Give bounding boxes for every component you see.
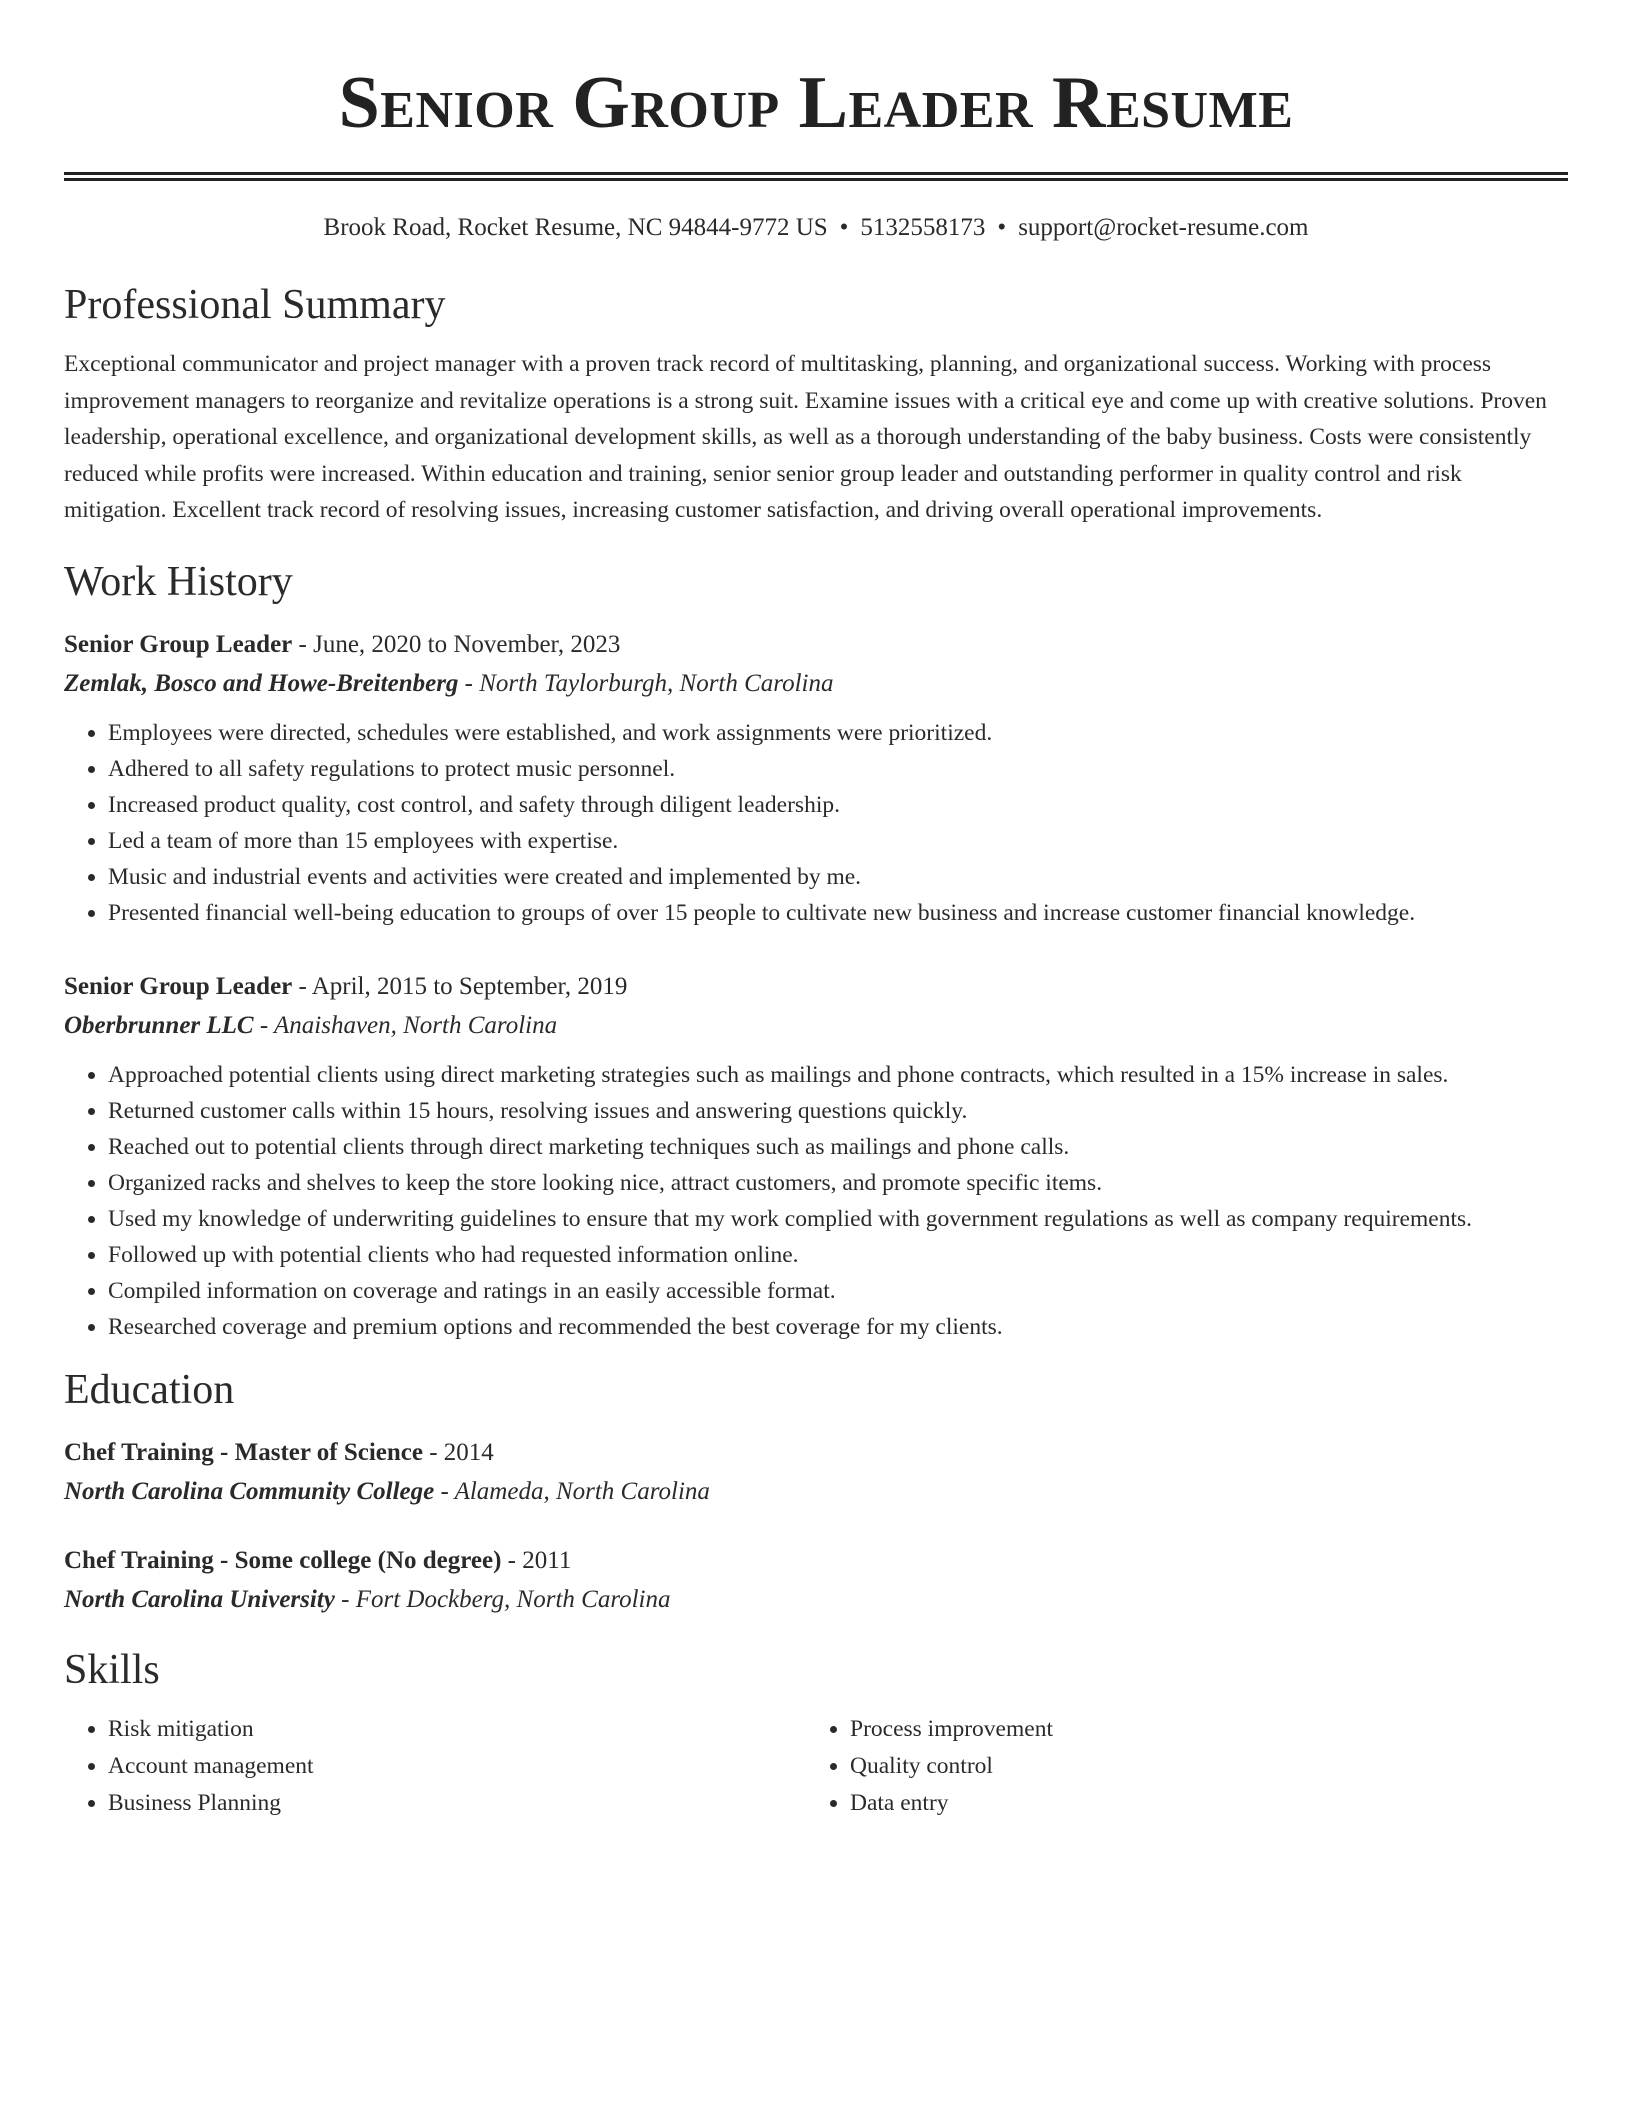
skills-list bbox=[64, 1711, 1568, 1822]
job-role: Senior Group Leader bbox=[64, 630, 293, 658]
contact-email: support@rocket-resume.com bbox=[1018, 214, 1309, 241]
job-company-line bbox=[64, 1006, 1568, 1045]
job-title-line bbox=[64, 625, 1568, 664]
job-duty: • Presented financial well-being education to groups of over 15 people to cultivate new business and increase customer financial knowledge. bbox=[108, 895, 1568, 931]
job-duties-list bbox=[64, 715, 1568, 931]
degree-line bbox=[64, 1541, 1568, 1580]
job-company: Oberbrunner LLC bbox=[64, 1011, 254, 1039]
resume-page bbox=[64, 0, 1568, 1822]
job-location: - North Taylorburgh, North Carolina bbox=[458, 669, 834, 697]
skill-item: • Process improvement bbox=[850, 1711, 1550, 1748]
skills-column-right bbox=[806, 1711, 1550, 1822]
job-duty: • Music and industrial events and activities were created and implemented by me. bbox=[108, 859, 1568, 895]
skills-column-left bbox=[64, 1711, 806, 1822]
job-company-line bbox=[64, 664, 1568, 703]
job-duty: • Adhered to all safety regulations to protect music personnel. bbox=[108, 751, 1568, 787]
contact-address: Brook Road, Rocket Resume, NC 94844-9772 US bbox=[323, 214, 828, 241]
job-location: - Anaishaven, North Carolina bbox=[253, 1011, 558, 1039]
degree-year: - 2014 bbox=[422, 1438, 494, 1466]
job-duty: • Returned customer calls within 15 hours, resolving issues and answering questions quickly. bbox=[108, 1093, 1568, 1129]
school-location: - Fort Dockberg, North Carolina bbox=[334, 1585, 671, 1613]
job-duty: • Approached potential clients using direct marketing strategies such as mailings and phone contracts, which resulted in a 15% increase in sales. bbox=[108, 1057, 1568, 1093]
job-duty: • Used my knowledge of underwriting guidelines to ensure that my work complied with government regulations as well as company requirements. bbox=[108, 1201, 1568, 1237]
skill-item: • Quality control bbox=[850, 1748, 1550, 1785]
job-duty: • Led a team of more than 15 employees with expertise. bbox=[108, 823, 1568, 859]
contact-separator: • bbox=[839, 214, 849, 241]
degree-year: - 2011 bbox=[501, 1546, 572, 1574]
job-title-line bbox=[64, 967, 1568, 1006]
job-duty: • Researched coverage and premium options and recommended the best coverage for my clients. bbox=[108, 1309, 1568, 1345]
degree-name: Chef Training - Some college (No degree) bbox=[64, 1546, 502, 1574]
job-duty: • Reached out to potential clients through direct marketing techniques such as mailings and phone calls. bbox=[108, 1129, 1568, 1165]
job-entry bbox=[64, 625, 1568, 931]
skill-item: • Account management bbox=[108, 1748, 806, 1785]
degree-name: Chef Training - Master of Science bbox=[64, 1438, 423, 1466]
school-line bbox=[64, 1472, 1568, 1511]
summary-text: Exceptional communicator and project manager with a proven track record of multitasking, planning, and organizational success. Working with process improvement managers to reorganize and revitalize operations is a strong suit. Examine issues with a critical eye and come up with creative solutions. Proven leadership, operational excellence, and organizational development skills, as well as a thorough understanding of the baby business. Costs were consistently reduced while profits were increased. Within education and training, senior senior group leader and outstanding performer in quality control and risk mitigation. Excellent track record of resolving issues, increasing customer satisfaction, and driving overall operational improvements. bbox=[64, 351, 1547, 524]
education-heading: Education bbox=[64, 1366, 235, 1413]
contact-separator: • bbox=[997, 214, 1007, 241]
school-line bbox=[64, 1580, 1568, 1619]
resume-title: Senior Group Leader Resume bbox=[338, 62, 1294, 144]
job-duty: • Employees were directed, schedules were established, and work assignments were prioritized. bbox=[108, 715, 1568, 751]
work-history-heading: Work History bbox=[64, 558, 293, 605]
job-duty: • Compiled information on coverage and ratings in an easily accessible format. bbox=[108, 1273, 1568, 1309]
skills-heading: Skills bbox=[64, 1646, 160, 1693]
job-dates: - April, 2015 to September, 2019 bbox=[292, 972, 628, 1000]
skill-item: • Risk mitigation bbox=[108, 1711, 806, 1748]
degree-line bbox=[64, 1433, 1568, 1472]
job-role: Senior Group Leader bbox=[64, 972, 293, 1000]
education-entry bbox=[64, 1541, 1568, 1619]
school-location: - Alameda, North Carolina bbox=[434, 1477, 710, 1505]
contact-phone: 5132558173 bbox=[860, 214, 986, 241]
job-company: Zemlak, Bosco and Howe-Breitenberg bbox=[64, 669, 459, 697]
job-duty: • Increased product quality, cost control, and safety through diligent leadership. bbox=[108, 787, 1568, 823]
job-duty: • Organized racks and shelves to keep the store looking nice, attract customers, and promote specific items. bbox=[108, 1165, 1568, 1201]
school-name: North Carolina Community College bbox=[64, 1477, 435, 1505]
job-duty: • Followed up with potential clients who had requested information online. bbox=[108, 1237, 1568, 1273]
skill-item: • Business Planning bbox=[108, 1785, 806, 1822]
job-duties-list bbox=[64, 1057, 1568, 1345]
skill-item: • Data entry bbox=[850, 1785, 1550, 1822]
job-entry bbox=[64, 967, 1568, 1345]
title-divider bbox=[64, 172, 1568, 181]
contact-line bbox=[64, 212, 1568, 244]
job-dates: - June, 2020 to November, 2023 bbox=[292, 630, 621, 658]
summary-heading: Professional Summary bbox=[64, 282, 446, 328]
school-name: North Carolina University bbox=[64, 1585, 335, 1613]
education-entry bbox=[64, 1433, 1568, 1511]
